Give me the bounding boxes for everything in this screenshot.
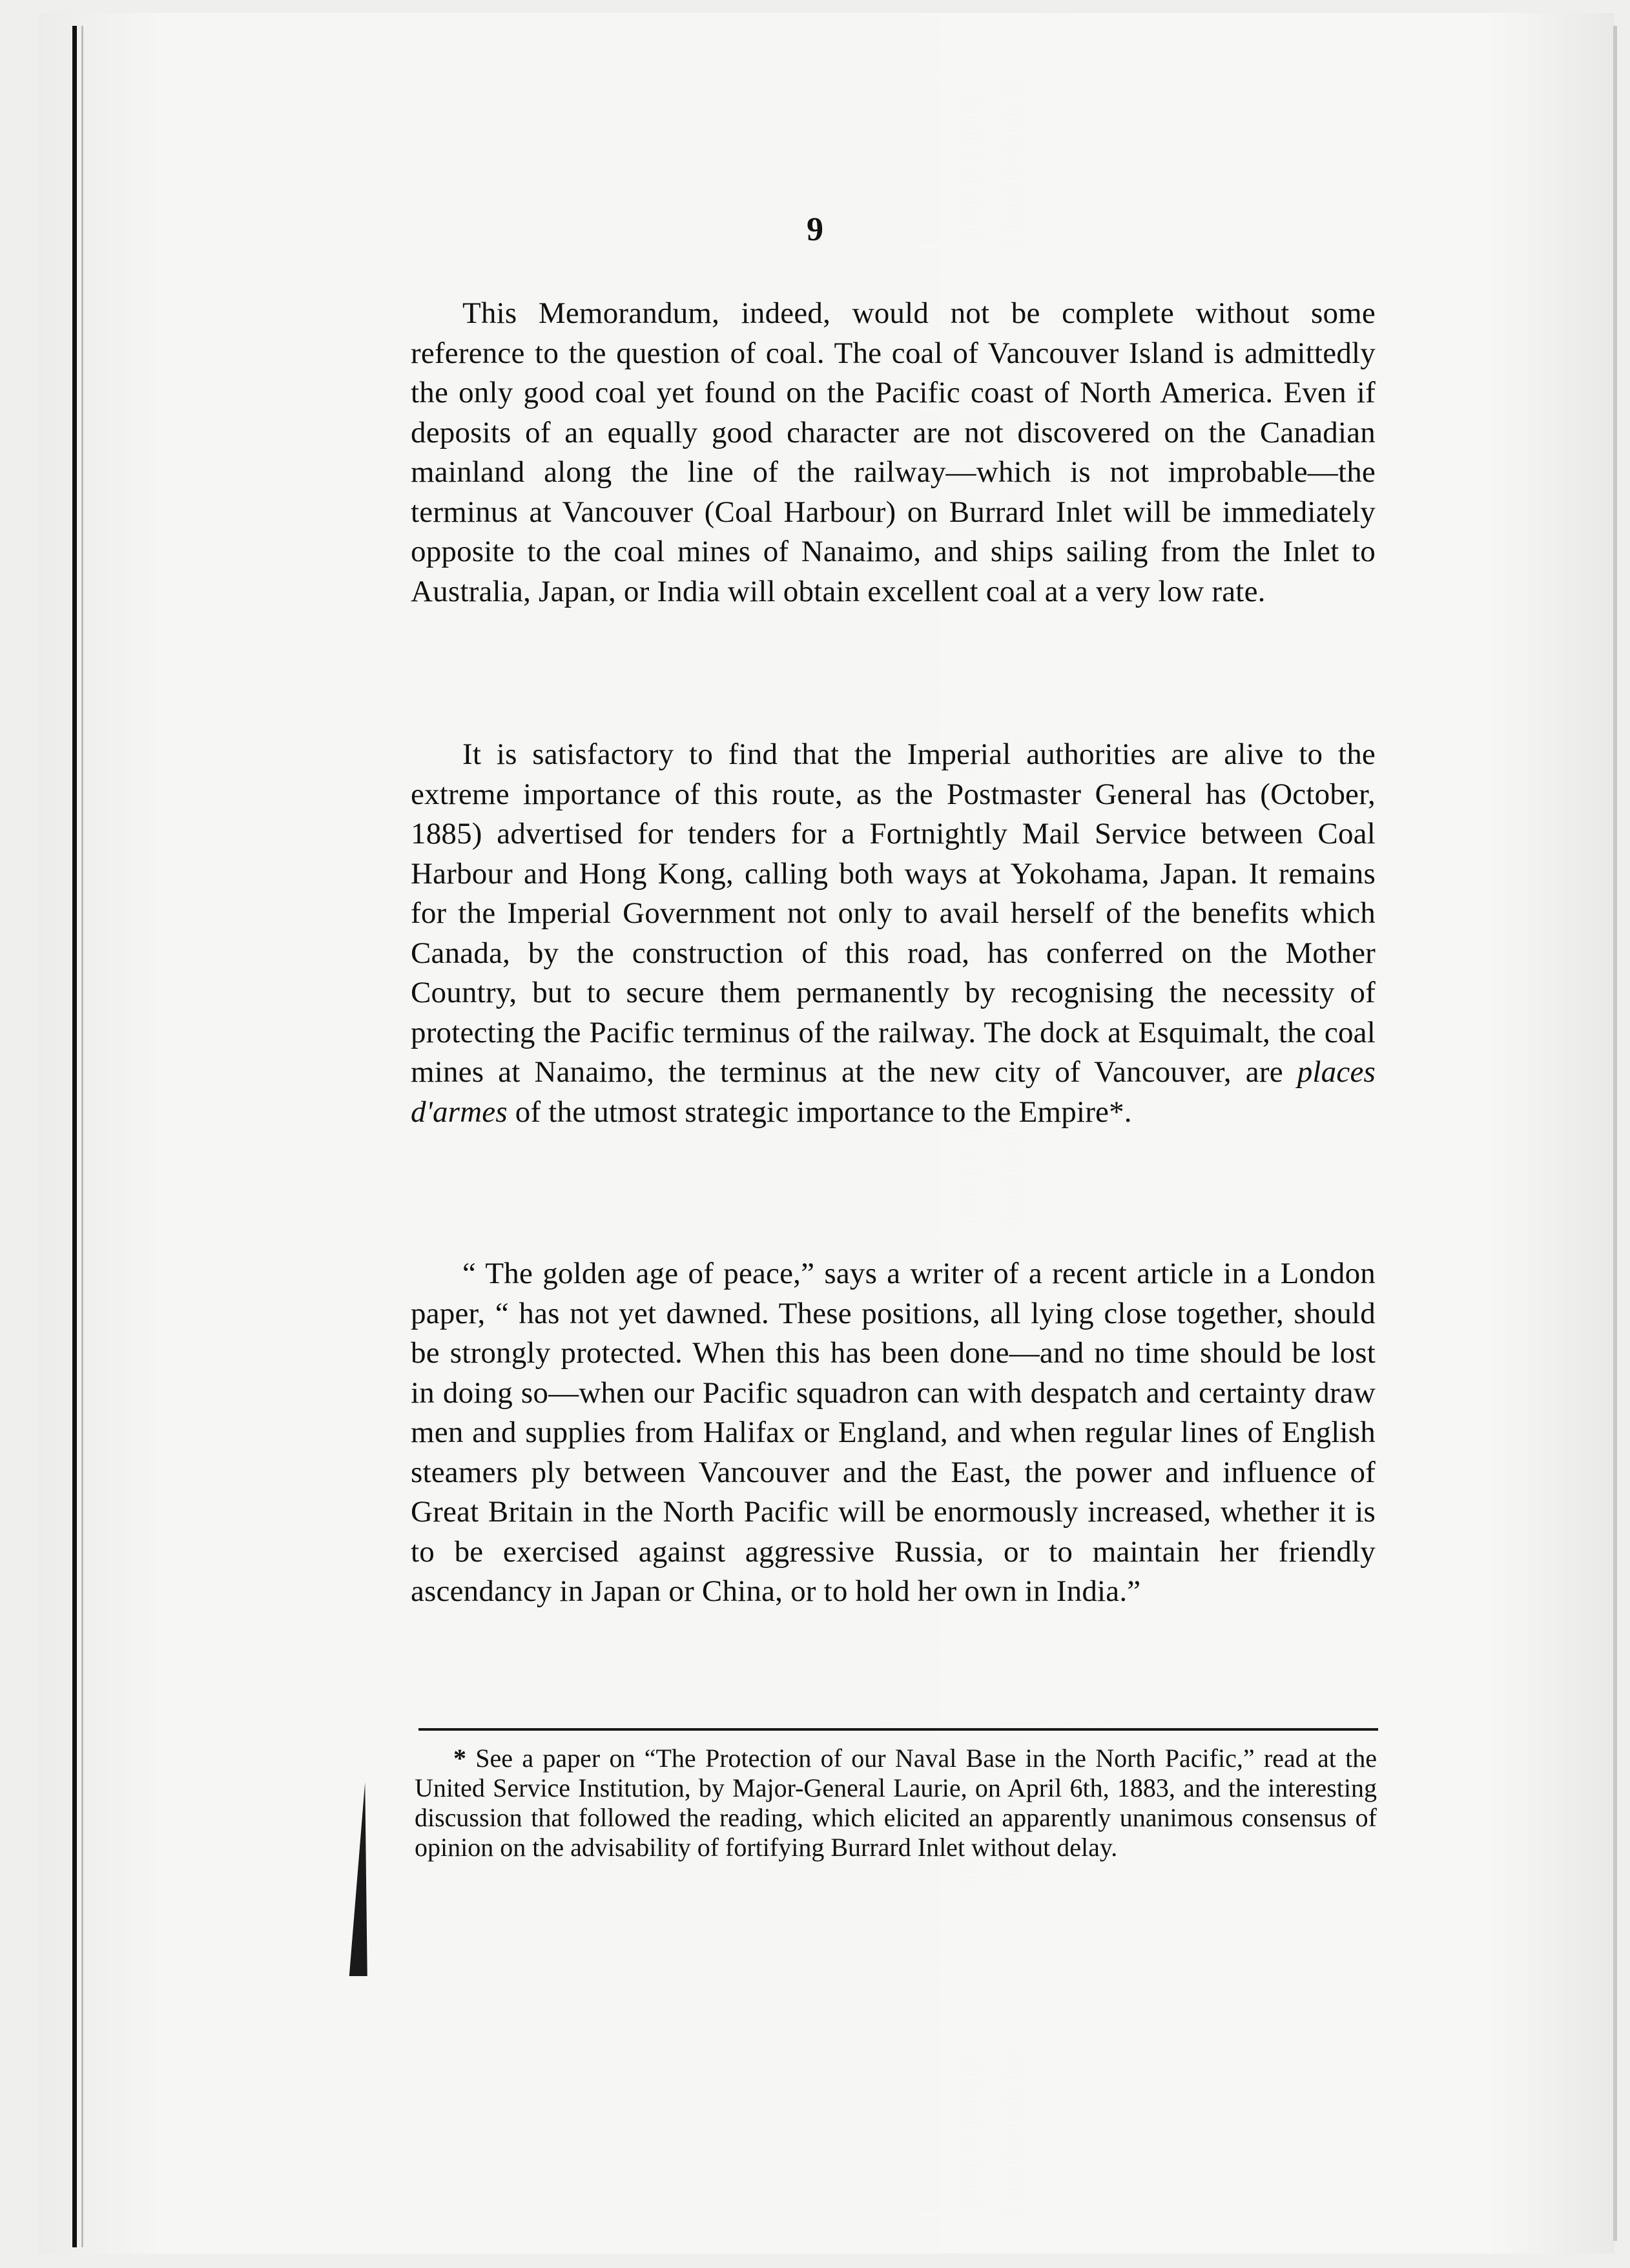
paragraph-golden-age-quote (411, 1254, 1376, 1612)
paragraph-imperial-main: It is satisfactory to find that the Imperial authorities are alive to the extreme importance of this route, as the Postmaster General has (October, 1885) advertised for tenders for a Fortnightly Mail Service between Coal Harbour and Hong Kong, calling both ways at Yokohama, Japan. It remains for the Imperial Government not only to avail herself of the benefits which Canada, by the construction of this road, has conferred on the Mother Country, but to secure them permanently by recognising the necessity of protecting the Pacific terminus of the railway. The dock at Esquimalt, the coal mines at Nanaimo, the terminus at the new city of Vancouver, are (411, 737, 1376, 1089)
footnote-divider (418, 1728, 1378, 1731)
footnote-text: See a paper on “The Protection of our Naval Base in the North Pacific,” read at the United Service Institution, by Major-General Laurie, on April 6th, 1883, and the interesting discussion that followed the reading, which elicited an apparently unanimous consensus of opinion on the advisability of fortifying Burrard Inlet without delay. (415, 1744, 1377, 1862)
page-right-edge (1613, 26, 1617, 2241)
paragraph-coal-text: This Memorandum, indeed, would not be complete without some reference to the question of coal. The coal of Vancouver Island is admittedly the only good coal yet found on the Pacific coast of North America. Even if deposits of an equally good character are not discovered on the Canadian mainland along the line of the railway—which is not improbable—the terminus at Vancouver (Coal Harbour) on Burrard Inlet will be immediately opposite to the coal mines of Nanaimo, and ships sailing from the Inlet to Australia, Japan, or India will obtain excellent coal at a very low rate. (411, 296, 1376, 608)
paragraph-golden-age-text: “ The golden age of peace,” says a writer of a recent article in a London paper, “ has not yet dawned. These positions, all lying close together, should be strongly protected. When this has been done—and no time should be lost in doing so—when our Pacific squadron can with despatch and certainty draw men and supplies from Halifax or England, and when regular lines of English steamers ply between Vancouver and the East, the power and influence of Great Britain in the North Pacific will be enormously increased, whether it is to be exercised against aggressive Russia, or to maintain her friendly ascendancy in Japan or China, or to hold her own in India.” (411, 1257, 1376, 1608)
binding-shadow (81, 26, 83, 2247)
footnote-marker: * (453, 1744, 466, 1773)
binding-line (72, 26, 77, 2247)
paragraph-imperial-tail: of the utmost strategic importance to the Empire*. (515, 1095, 1132, 1129)
page-number: 9 (807, 211, 823, 248)
paragraph-imperial-authorities (411, 735, 1376, 1132)
paragraph-imperial-authorities-text (411, 735, 1376, 1132)
paragraph-imperial-italic: places d'armes (411, 1055, 1376, 1129)
paragraph-coal (411, 294, 1376, 612)
footnote (415, 1744, 1377, 1862)
